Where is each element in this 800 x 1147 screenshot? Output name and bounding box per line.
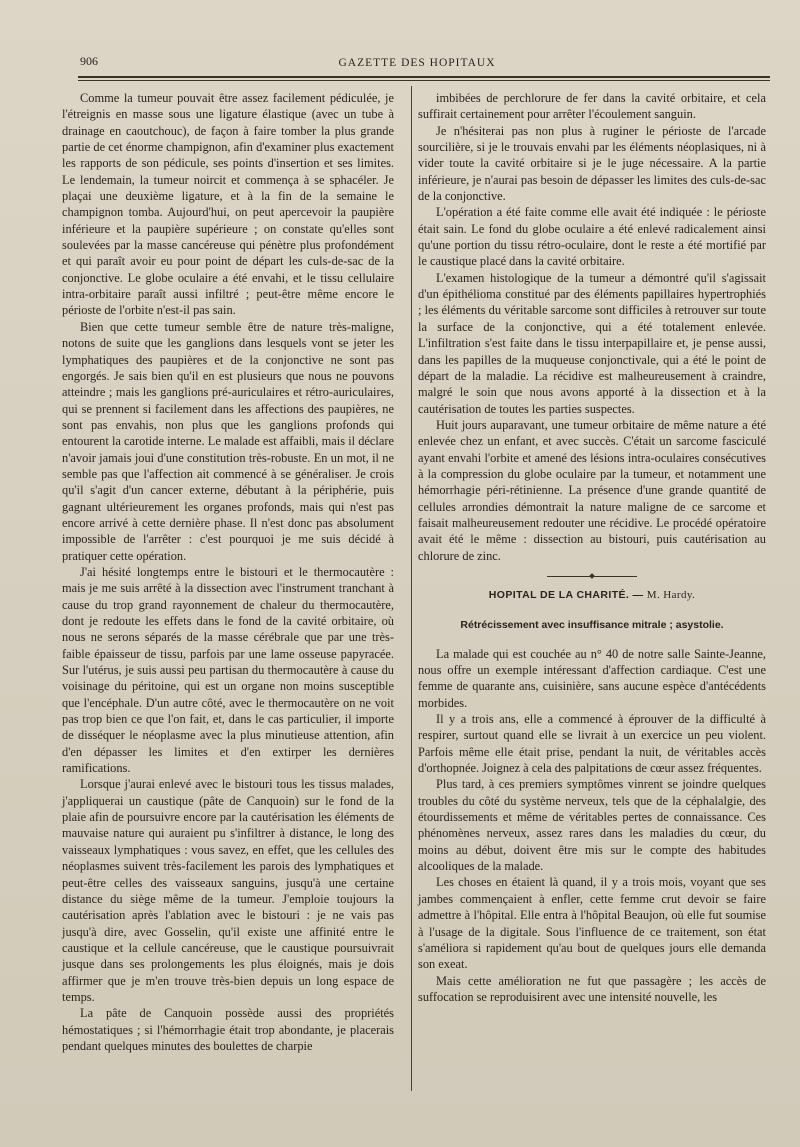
paragraph: Je n'hésiterai pas non plus à ruginer le périoste de l'arcade sourcilière, si je le trouvais envahi par les éléments néoplasiques, ni à vider toute la cavité orbitaire si je le juge nécessaire. A la partie inférieure, je n'aurai pas besoin de dépasser les limites des culs-de-sac de la conjonctive. [418, 123, 766, 204]
paragraph: La malade qui est couchée au n° 40 de notre salle Sainte-Jeanne, nous offre un exemple intéressant d'affection cardiaque. C'est une femme de quarante ans, cuisinière, sans aucune espèce d'antécédents morbides. [418, 646, 766, 710]
column-divider [411, 86, 412, 1091]
header-rule [78, 76, 770, 81]
paragraph: Bien que cette tumeur semble être de nature très-maligne, notons de suite que les ganglions dans lesquels vont se jeter les lymphatiques des paupières et de la conjonctive ne sont pas engorgés. Je sais bien qu'il en est plusieurs que nous ne pouvons atteindre ; mais les ganglions pré-auriculaires et rétro-auriculaires, qui se prennent si facilement dans les affections des paupières, ne sont pas envahis, non plus que les ganglions profonds qui entourent la carotide interne. Le malade est affaibli, mais il déclare n'avoir jamais joui d'une constitution très-robuste. En un mot, il ne semble pas que l'affection ait commencé à se généraliser. Je crois qu'il s'agit d'un cancer externe, débutant à la périphérie, puis gagnant ultérieurement les organes profonds, mais qui n'est pas encore arrivé à cette dernière phase. Il n'est donc pas absolument impossible de l'arrêter : c'est pourquoi je me suis décidé à pratiquer cette opération. [62, 319, 394, 563]
paragraph: Plus tard, à ces premiers symptômes vinrent se joindre quelques troubles du côté du système nerveux, tels que de la céphalalgie, des étourdissements et même de véritables pertes de connaissance. Ces phénomènes nerveux, assez rares dans les maladies du cœur, du moins au début, doivent être mis sur le compte des habitudes alcooliques de la malade. [418, 777, 766, 874]
hospital-name: HOPITAL DE LA CHARITÉ. — [488, 588, 644, 601]
paragraph: Il y a trois ans, elle a commencé à éprouver de la difficulté à respirer, surtout quand elle se livrait à un exercice un peu violent. Parfois même elle était prise, pendant la nuit, de véritables accès d'orthopnée. Joignez à cela des palpitations de cœur assez fréquentes. [418, 712, 766, 776]
paragraph: Les choses en étaient là quand, il y a trois mois, voyant que ses jambes commençaient à enfler, cette femme crut devoir se faire admettre à l'hôpital. Elle entra à l'hôpital Beaujon, où elle fut soumise à l'usage de la digitale. Sous l'influence de ce traitement, son état s'améliora si rapidement qu'au bout de quelques jours elle demanda son exeat. [418, 875, 766, 972]
paragraph: L'examen histologique de la tumeur a démontré qu'il s'agissait d'un épithélioma constitué par des éléments papillaires hypertrophiés ; les éléments du véritable sarcome sont difficiles à retrouver sur toute la surface de la conjonctive, qui a été totalement enlevée. L'infiltration s'est faite dans le tissu interpapillaire et, je pense aussi, dans les papilles de la muqueuse conjonctivale, qui a été le point de départ de la maladie. La récidive est malheureusement à craindre, malgré le soin que nous avons apporté à la dissection et à la cautérisation de toutes les parties suspectes. [418, 270, 766, 416]
paragraph: J'ai hésité longtemps entre le bistouri et le thermocautère : mais je me suis arrêté à la dissection avec l'instrument tranchant à cause du trop grand rayonnement de chaleur du thermocautère, dont je redoute les effets dans le fond de la cavité orbitaire, où nous ne serons séparés de la masse cérébrale que par une très-faible épaisseur de tissu, parfois par une lame osseuse papyracée. Sur l'utérus, je suis aussi peu partisan du thermocautère à cause du voisinage du péritoine, qui est un organe non moins susceptible que l'encéphale. D'un autre côté, avec le thermocautère on ne voit pas trop bien ce que l'on fait, et, dans le cas particulier, il importe de disséquer le néoplasme avec la plus minutieuse attention, afin d'en dépasser les limites et d'en extirper les dernières ramifications. [62, 564, 394, 776]
page-number: 906 [80, 54, 98, 68]
paragraph: imbibées de perchlorure de fer dans la cavité orbitaire, et cela suffirait certainement pour arrêter l'écoulement sanguin. [418, 91, 766, 122]
paragraph: Huit jours auparavant, une tumeur orbitaire de même nature a été enlevée chez un enfant, et avec succès. C'était un sarcome fasciculé ayant envahi l'orbite et amené des lésions intra-oculaires consécutives à la compression du globe oculaire par la tumeur, et notamment une hémorrhagie péri-rétinienne. La présence d'une grande quantité de cellules arrondies démontrait la nature maligne de ce sarcome et faisait malheureusement redouter une récidive. Le procédé opératoire avait été le même : dissection au bistouri, puis cautérisation au chlorure de zinc. [418, 417, 766, 563]
paragraph: Mais cette amélioration ne fut que passagère ; les accès de suffocation se reproduisirent avec une intensité nouvelle, les [418, 973, 766, 1004]
article-subheading: Rétrécissement avec insuffisance mitrale ; asystolie. [460, 619, 724, 632]
journal-title: GAZETTE DES HOPITAUX [338, 57, 496, 69]
section-heading [418, 587, 766, 603]
right-column [418, 90, 766, 1005]
section-separator [547, 576, 637, 577]
author-name: M. Hardy. [646, 588, 696, 601]
paragraph: La pâte de Canquoin possède aussi des propriétés hémostatiques ; si l'hémorrhagie était trop abondante, je placerais pendant quelques minutes des boulettes de charpie [62, 1006, 394, 1053]
paragraph: L'opération a été faite comme elle avait été indiquée : le périoste était sain. Le fond du globe oculaire a été enlevé radicalement ainsi qu'une portion du tissu rétro-oculaire, dont le reste a été mortifié par le caustique placé dans la cavité orbitaire. [418, 205, 766, 269]
paragraph: Comme la tumeur pouvait être assez facilement pédiculée, je l'étreignis en masse sous une ligature élastique (avec un tube à drainage en caoutchouc), de façon à faire tomber la plus grande partie de cet énorme champignon, afin d'examiner plus exactement les rapports de son pédicule, ses points d'insertion et ses limites. Le lendemain, la tumeur noircit et commença à se sphacéler. Je plaçai une deuxième ligature, et à la fin de la semaine le champignon tomba. Aujourd'hui, on peut apercevoir la paupière inférieure et la paupière supérieure ; on constate qu'elles sont soulevées par la masse cancéreuse qui pénètre plus profondément et qui paraît avoir eu pour point de départ les culs-de-sac de la conjonctive. Le globe oculaire a été envahi, et le tissu cellulaire intra-orbitaire paraît aussi infiltré ; peut-être même encore le périoste de l'orbite n'est-il pas sain. [62, 91, 394, 318]
page-header [62, 52, 772, 74]
left-column [62, 90, 394, 1054]
paragraph: Lorsque j'aurai enlevé avec le bistouri tous les tissus malades, j'appliquerai un caustique (pâte de Canquoin) sur le fond de la plaie afin de poursuivre encore par la cautérisation les éléments de mauvaise nature qui auraient pu s'infiltrer à distance, le long des vaisseaux lymphatiques : vous savez, en effet, que les cellules des néoplasmes suivent très-facilement les parois des lymphatiques et peut-être celles des vaisseaux sanguins, jusqu'à une certaine distance du siège même de la tumeur. J'emploie toujours la cautérisation après l'ablation avec le bistouri : je ne vais pas jusqu'à dire, avec Gosselin, qu'il existe une affinité entre le caustique et la cellule cancéreuse, que le caustique poursuivrait jusque dans ses prolongements les plus éloignés, mais je dois affirmer que je m'en trouve très-bien depuis un long espace de temps. [62, 777, 394, 1004]
